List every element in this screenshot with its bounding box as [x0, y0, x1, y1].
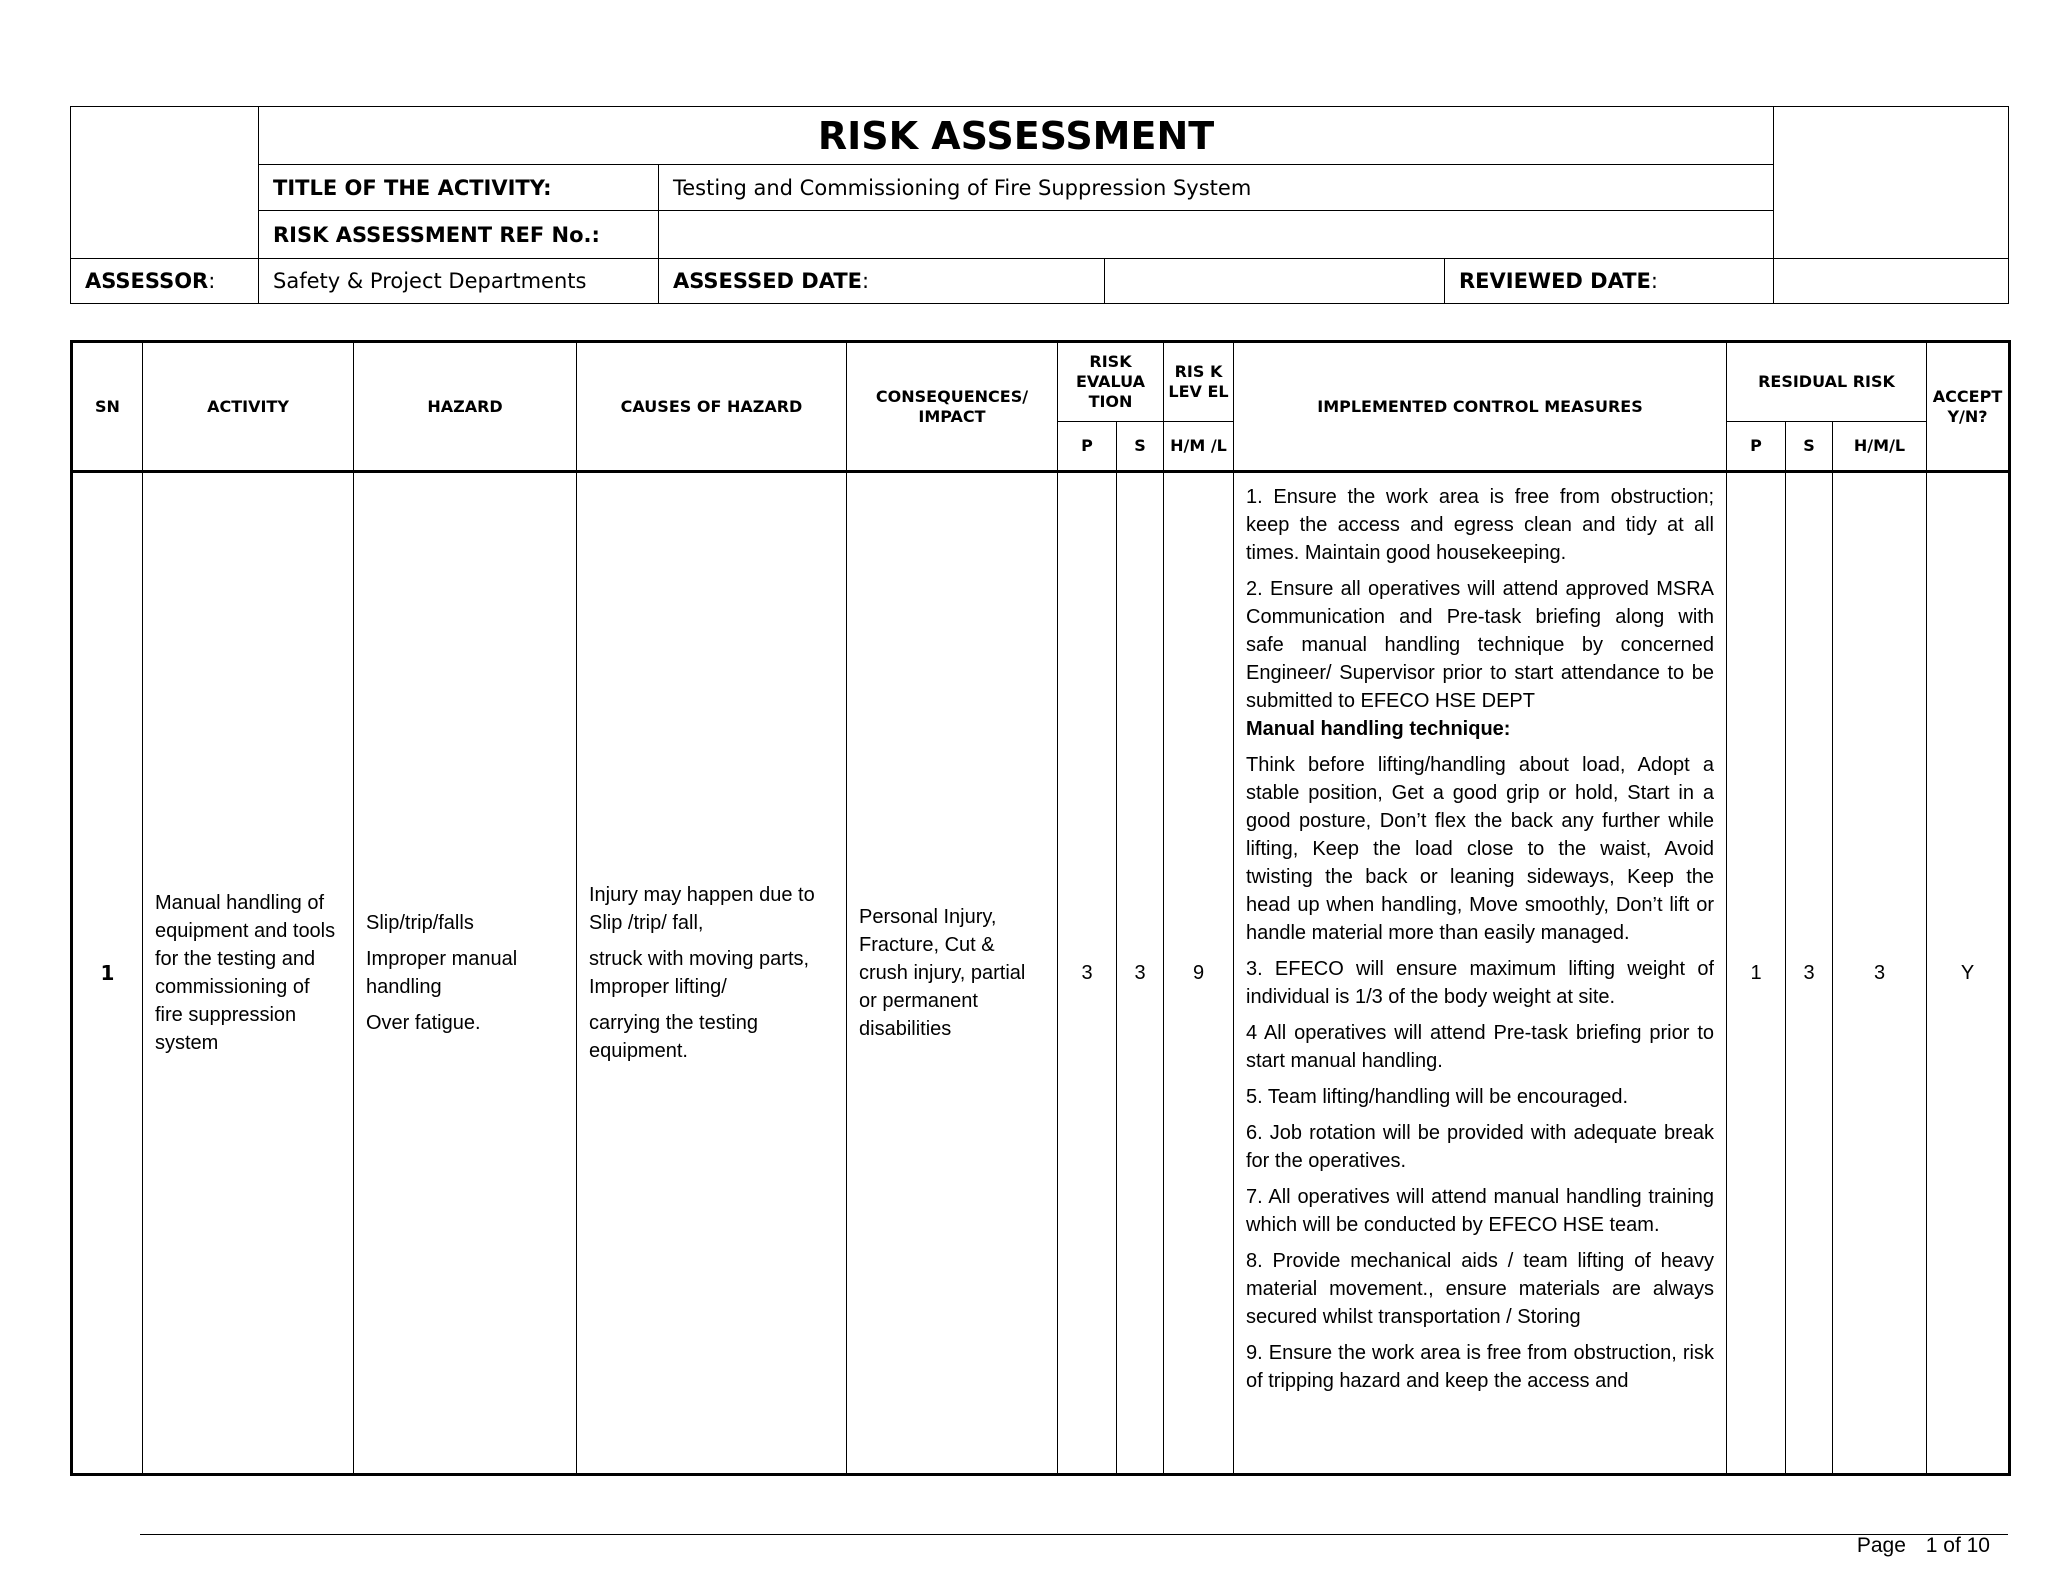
- row-residual-s: 3: [1786, 472, 1833, 1475]
- col-header-residual-s: S: [1786, 422, 1833, 472]
- ref-no-value: [659, 211, 1774, 259]
- assessed-date-label: ASSESSED DATE: [673, 269, 863, 293]
- row-consequences: Personal Injury, Fracture, Cut & crush injury, partial or permanent disabilities: [847, 472, 1058, 1475]
- measure-item: 9. Ensure the work area is free from obstruction, risk of tripping hazard and keep the access and: [1246, 1342, 1714, 1392]
- assessor-value: Safety & Project Departments: [259, 259, 659, 304]
- footer-divider: [140, 1534, 2008, 1535]
- table-row: [72, 472, 2010, 1475]
- measure-item: 2. Ensure all operatives will attend approved MSRA Communication and Pre-task briefing along with safe manual handling technique by concerned Engineer/ Supervisor prior to start attendance to be submitted to EFECO HSE DEPT: [1246, 578, 1714, 712]
- col-header-residual-p: P: [1727, 422, 1786, 472]
- col-header-consequences: CONSEQUENCES/ IMPACT: [847, 342, 1058, 472]
- row-activity: Manual handling of equipment and tools for the testing and commissioning of fire suppression system: [143, 472, 354, 1475]
- col-header-risk-level: RIS K LEV EL: [1164, 342, 1234, 422]
- measure-technique-heading: Manual handling technique:: [1246, 718, 1511, 740]
- col-header-p: P: [1058, 422, 1117, 472]
- col-header-residual-risk: RESIDUAL RISK: [1727, 342, 1927, 422]
- col-header-measures: IMPLEMENTED CONTROL MEASURES: [1234, 342, 1727, 472]
- cause-item: struck with moving parts, Improper lifting/: [589, 948, 810, 998]
- hazard-item: Over fatigue.: [366, 1012, 481, 1034]
- measure-item: 6. Job rotation will be provided with adequate break for the operatives.: [1246, 1122, 1714, 1172]
- header-table: [70, 106, 2009, 304]
- row-p: 3: [1058, 472, 1117, 1475]
- measure-item: 4 All operatives will attend Pre-task briefing prior to start manual handling.: [1246, 1022, 1714, 1072]
- col-header-accept: ACCEPT Y/N?: [1927, 342, 2010, 472]
- hazard-item: Slip/trip/falls: [366, 912, 474, 934]
- reviewed-date-label: REVIEWED DATE: [1459, 269, 1651, 293]
- reviewed-date-value: [1774, 259, 2009, 304]
- measure-item: 1. Ensure the work area is free from obstruction; keep the access and egress clean and tidy at all times. Maintain good housekeeping.: [1246, 486, 1714, 564]
- col-header-activity: ACTIVITY: [143, 342, 354, 472]
- col-header-s: S: [1117, 422, 1164, 472]
- activity-title-label: TITLE OF THE ACTIVITY:: [259, 165, 659, 211]
- ref-no-label: RISK ASSESSMENT REF No.:: [259, 211, 659, 259]
- hazard-item: Improper manual handling: [366, 948, 518, 998]
- risk-table: [70, 340, 2011, 1476]
- row-sn: 1: [72, 472, 143, 1475]
- col-header-hazard: HAZARD: [354, 342, 577, 472]
- page-footer: [1843, 1534, 1990, 1558]
- col-header-residual-hml: H/M/L: [1833, 422, 1927, 472]
- row-residual-p: 1: [1727, 472, 1786, 1475]
- assessed-date-label-cell: ASSESSED DATE:: [659, 259, 1105, 304]
- row-residual-hml: 3: [1833, 472, 1927, 1475]
- col-header-risk-evaluation: RISK EVALUA TION: [1058, 342, 1164, 422]
- row-hazard: [354, 472, 577, 1475]
- document-title: RISK ASSESSMENT: [259, 107, 1774, 165]
- logo-area: [71, 107, 259, 259]
- row-causes: [577, 472, 847, 1475]
- col-header-causes: CAUSES OF HAZARD: [577, 342, 847, 472]
- measure-item: 5. Team lifting/handling will be encouraged.: [1246, 1086, 1629, 1108]
- measure-technique: Think before lifting/handling about load, Adopt a stable position, Get a good grip or hold, Start in a good posture, Don’t flex the back any further while lifting, Keep the load close to the waist, Avoid twisting the back or leaning sideways, Keep the head up when handling, Move smoothly, Don’t lift or handle material more than easily managed.: [1246, 754, 1714, 944]
- header-right-area: [1774, 107, 2009, 259]
- col-header-sn: SN: [72, 342, 143, 472]
- col-header-hml: H/M /L: [1164, 422, 1234, 472]
- measure-item: 8. Provide mechanical aids / team lifting of heavy material movement., ensure materials are always secured whilst transportation / Storing: [1246, 1250, 1714, 1328]
- measure-item: 3. EFECO will ensure maximum lifting weight of individual is 1/3 of the body weight at site.: [1246, 958, 1714, 1008]
- row-risk-level: 9: [1164, 472, 1234, 1475]
- cause-item: carrying the testing equipment.: [589, 1012, 758, 1062]
- row-s: 3: [1117, 472, 1164, 1475]
- page-label: Page: [1856, 1534, 1906, 1557]
- page-number: 1 of 10: [1925, 1534, 1990, 1557]
- measure-item: 7. All operatives will attend manual handling training which will be conducted by EFECO HSE team.: [1246, 1186, 1714, 1236]
- row-control-measures: [1234, 472, 1727, 1475]
- cause-item: Injury may happen due to Slip /trip/ fall,: [589, 884, 815, 934]
- activity-title-value: Testing and Commissioning of Fire Suppression System: [659, 165, 1774, 211]
- row-accept: Y: [1927, 472, 2010, 1475]
- control-measures-list: [1246, 483, 1714, 1473]
- assessed-date-value: [1105, 259, 1445, 304]
- assessor-label-cell: ASSESSOR:: [71, 259, 259, 304]
- reviewed-date-label-cell: REVIEWED DATE:: [1445, 259, 1774, 304]
- assessor-label: ASSESSOR: [85, 269, 209, 293]
